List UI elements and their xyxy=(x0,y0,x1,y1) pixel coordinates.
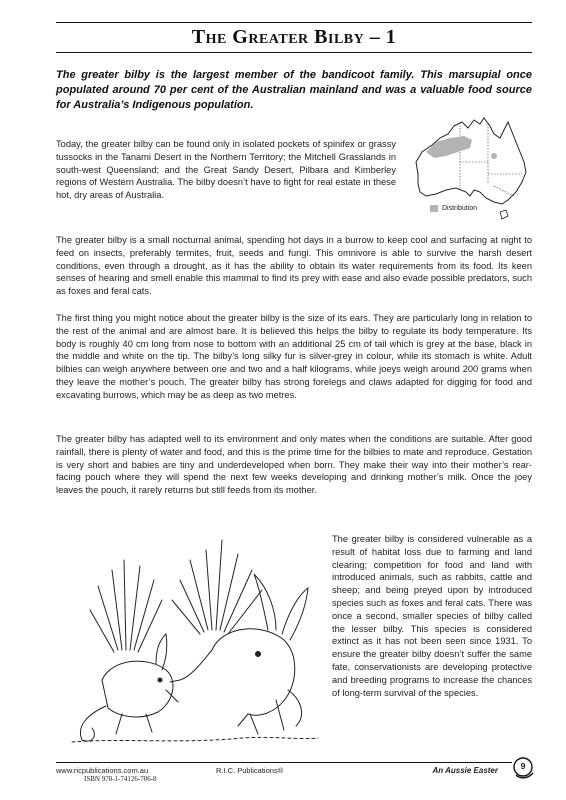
young-bilby-legs xyxy=(116,690,178,734)
ground-line xyxy=(72,737,318,742)
grass-tuft-left xyxy=(90,560,162,652)
top-rule xyxy=(56,22,532,23)
footer-publisher: R.I.C. Publications® xyxy=(216,766,284,775)
adult-bilby-body xyxy=(170,629,295,734)
map-legend xyxy=(430,205,477,212)
australia-outline xyxy=(416,118,526,204)
footer-website-link[interactable]: www.ricpublications.com.au xyxy=(56,766,149,775)
tasmania-outline xyxy=(500,210,508,219)
paragraph-distribution: Today, the greater bilby can be found only in isolated pockets of spinifex or grassy tussocks in the Tanami Desert in the Northern Territory; the Mitchell Grasslands in south-west Queensland; and the Great Sandy Desert, Pilbara and Kimberley regions of Western Australia. The bilby doesn’t have to fight for real estate in these hot, dry areas of Australia. xyxy=(56,139,396,201)
paragraph-mating: The greater bilby has adapted well to its environment and only mates when the conditions are suitable. After good rainfall, there is plenty of water and food, and this is the prime time for the bilbies to mate and reproduce. Gestation is very short and babies are tiny and underdeveloped when born. They make their way into their mother’s rear-facing pouch where they will spend the next few weeks developing and drinking mother’s milk. Once the joey leaves the pouch, it rarely returns but still feeds from its mother. xyxy=(56,434,532,496)
adult-bilby-tail xyxy=(288,690,302,726)
legend-swatch xyxy=(430,205,438,212)
page-number: 9 xyxy=(520,761,526,771)
paragraph-conservation: The greater bilby is considered vulnerable as a result of habitat loss due to farming and land clearing; competition for food and land with introduced animals, such as rabbits, cattle and sheep; and being preyed upon by introduced species such as foxes and feral cats. There was once a second, smaller species of bilby called the lesser bilby. This species is considered extinct as it has not been seen since 1931. To ensure the greater bilby doesn’t suffer the same fate, conservationists are developing protective and breeding programs to increase the chances of long-term survival of the species. xyxy=(332,534,532,698)
paragraph-ears: The first thing you might notice about the greater bilby is the size of its ears. They are particularly long in relation to the rest of the animal and are almost bare. It is believed this helps the bilby to regulate its body temperature. Its body is roughly 40 cm long from nose to bottom with an additional 25 cm of tail which is grey at the base, black in the middle and white on the tip. The bilby’s long silky fur is silver-grey in colour, while its stomach is white. Adult bilbies can weigh anywhere between one and two and a half kilograms, while joeys weigh around 200 grams when they leave the mother’s pouch. The greater bilby has strong forelegs and claws adapted for digging for food and excavating burrows, which may be as deep as two metres. xyxy=(56,313,532,400)
adult-bilby-eye xyxy=(256,652,261,657)
paragraph-nocturnal: The greater bilby is a small nocturnal animal, spending hot days in a burrow to keep cool and surfacing at night to feed on insects, preferably termites, fruit, seeds and fungi. This omnivore is able to survive the harsh desert conditions, even through a drought, as it has the ability to obtain its water requirements from its food. Its keen senses of hearing and smell enable this mammal to find its prey with ease and also evade possible predators, such as foxes and feral cats. xyxy=(56,235,532,297)
distribution-area-east xyxy=(491,153,497,159)
title-underline xyxy=(56,52,532,53)
footer-rule xyxy=(56,762,512,763)
young-bilby-eye xyxy=(158,678,162,682)
young-bilby-tail xyxy=(80,706,106,741)
bilby-illustration xyxy=(62,530,322,760)
bilby-drawing xyxy=(62,530,322,760)
legend-label: Distribution xyxy=(442,205,478,212)
intro-paragraph: The greater bilby is the largest member of the bandicoot family. This marsupial once populated around 70 per cent of the Australian mainland and was a valuable food source for Australia’s Indigenous population. xyxy=(56,69,532,111)
adult-bilby-ear-right xyxy=(282,588,308,640)
adult-bilby-ear-left xyxy=(254,574,276,630)
page-title: The Greater Bilby – 1 xyxy=(191,26,397,48)
footer-book-title: An Aussie Easter xyxy=(432,766,498,775)
footer-isbn: ISBN 978-1-74126-706-8 xyxy=(84,775,157,783)
grass-tuft-right xyxy=(172,540,262,634)
